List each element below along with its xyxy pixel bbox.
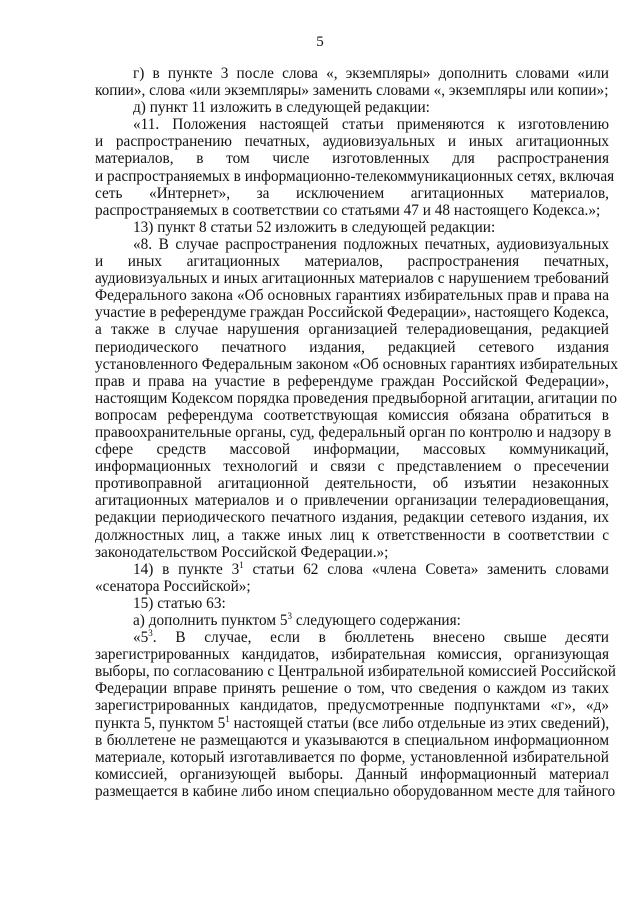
text-line: 13) пункт 8 статьи 52 изложить в следующей редакции: <box>133 218 496 236</box>
text-line: выборы, по согласованию с Центральной избирательной комиссией Российской <box>95 663 616 681</box>
text-line: д) пункт 11 изложить в следующей редакции: <box>133 99 430 117</box>
text-line: редакции периодического печатного издания, редакции сетевого издания, их <box>95 509 609 527</box>
text-line: г) в пункте 3 после слова «, экземпляры» дополнить словами «или <box>133 65 609 82</box>
text-line: и распространяемых в информационно-телекоммуникационных сетях, включая <box>95 167 615 185</box>
text-segment: настоящей статьи (все либо отдельные из этих сведений), <box>229 714 610 732</box>
superscript: 1 <box>225 713 230 724</box>
text-line: сфере средств массовой информации, массовых коммуникаций, <box>95 441 609 459</box>
text-line: «8. В случае распространения подложных печатных, аудиовизуальных <box>133 235 609 253</box>
text-line: сеть «Интернет», за исключением агитационных материалов, <box>95 184 609 202</box>
text-line: распространяемых в соответствии со статьями 47 и 48 настоящего Кодекса.»; <box>95 201 601 219</box>
text-line: должностных лиц, а также иных лиц к ответственности в соответствии с <box>95 526 609 544</box>
text-line: материале, который изготавливается по форме, установленной избирательной <box>95 748 609 766</box>
text-segment: пункта 5, пунктом 5 <box>95 714 226 732</box>
text-line: участие в референдуме граждан Российской Федерации», настоящего Кодекса, <box>95 304 609 322</box>
text-line: и распространению печатных, аудиовизуальных и иных агитационных <box>95 133 609 151</box>
text-line: прав и права на участие в референдуме граждан Российской Федерации», <box>95 372 609 390</box>
text-line: информационных технологий и связи с представлением о пресечении <box>95 458 609 476</box>
text-line: Федерации вправе принять решение о том, что сведения о каждом из таких <box>95 680 609 698</box>
text-line: материалов, в том числе изготовленных для распространения <box>95 150 609 168</box>
superscript: 3 <box>287 611 293 621</box>
text-segment: . В случае, если в бюллетень внесено свыше десяти <box>152 629 609 647</box>
text-line <box>95 629 609 646</box>
text-line: настоящим Кодексом порядка проведения предвыборной агитации, агитации по <box>95 389 618 407</box>
text-line: правоохранительные органы, суд, федеральный орган по контролю и надзору в <box>95 423 612 441</box>
text-line: и иных агитационных материалов, распространения печатных, <box>95 253 609 271</box>
text-line: «сенатора Российской»; <box>95 577 251 595</box>
text-segment: 14) в пункте 3 <box>133 560 240 578</box>
text-line: Федерального закона «Об основных гарантиях избирательных прав и права на <box>95 287 609 305</box>
text-line: противоправной агитационной деятельности, об изъятии незаконных <box>95 475 609 493</box>
text-segment: а) дополнить пунктом 5 <box>133 612 288 629</box>
document-body <box>95 65 618 800</box>
text-line: периодического печатного издания, редакцией сетевого издания <box>95 338 609 356</box>
text-line: «11. Положения настоящей статьи применяются к изготовлению <box>133 116 609 134</box>
text-line: в бюллетене не размещаются и указываются в специальном информационном <box>95 731 609 749</box>
page-number: 5 <box>316 34 324 50</box>
text-line: агитационных материалов и о привлечении организации телерадиовещания, <box>95 492 609 510</box>
text-line: копии», слова «или экземпляры» заменить словами «, экземпляры или копии»; <box>95 82 609 100</box>
text-line: вопросам референдума соответствующая комиссия обязана обратиться в <box>95 406 609 424</box>
text-line: зарегистрированных кандидатов, предусмотренные подпунктами «г», «д» <box>95 697 609 715</box>
superscript: 1 <box>239 559 244 570</box>
text-segment: «5 <box>133 629 149 647</box>
text-segment: следующего содержания: <box>292 612 461 629</box>
text-line: зарегистрированных кандидатов, избирательная комиссия, организующая <box>95 646 609 664</box>
text-line <box>95 561 609 578</box>
text-line: установленного Федеральным законом «Об основных гарантиях избирательных <box>95 355 618 373</box>
text-line <box>95 612 609 629</box>
text-line: законодательством Российской Федерации.»; <box>95 543 389 561</box>
text-line: размещается в кабине либо ином специально оборудованном месте для тайного <box>95 782 616 800</box>
text-line: а также в случае нарушения организацией телерадиовещания, редакцией <box>95 321 609 339</box>
text-line: аудиовизуальных и иных агитационных материалов с нарушением требований <box>95 270 609 288</box>
text-line <box>95 715 609 732</box>
text-segment: статьи 62 слова «члена Совета» заменить словами <box>243 560 609 578</box>
text-line: 15) статью 63: <box>133 594 226 612</box>
superscript: 3 <box>148 628 153 639</box>
text-line: комиссией, организующей выборы. Данный информационный материал <box>95 765 609 783</box>
